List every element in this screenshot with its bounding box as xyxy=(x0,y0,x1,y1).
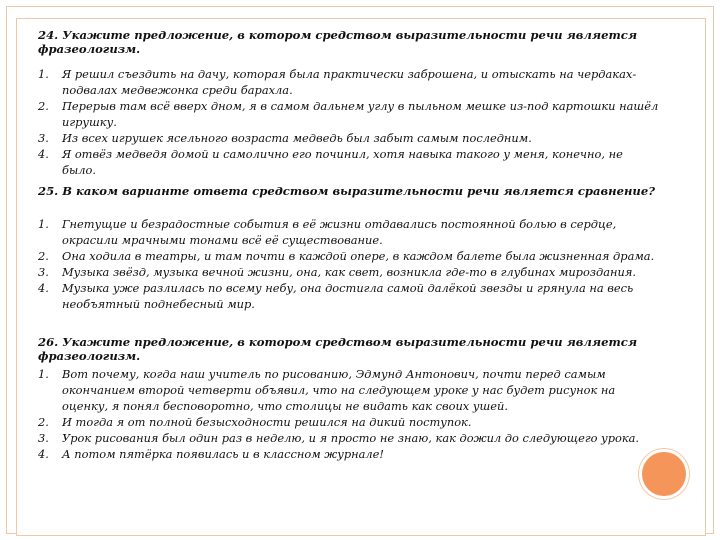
answer-option: 4. Я отвёз медведя домой и самолично его починил, хотя навыка такого у меня, конечно, не было. xyxy=(38,147,623,177)
question-26-options xyxy=(38,366,660,462)
answer-option: 1. Вот почему, когда наш учитель по рисованию, Эдмунд Антонович, почти перед самым окончанием второй четверти объявил, что на следующем уроке у нас будет рисунок на оценку, я понял бесповоротно, что столицы не видать как своих ушей. xyxy=(38,367,616,413)
answer-text: А потом пятёрка появилась и в классном журнале! xyxy=(62,447,384,461)
answer-option: 3. Музыка звёзд, музыка вечной жизни, она, как свет, возникла где-то в глубинах мироздания. xyxy=(38,265,637,279)
question-25-options xyxy=(38,216,660,312)
answer-option: 4. Музыка уже разлилась по всему небу, она достигла самой далёкой звезды и грянула на весь необъятный поднебесный мир. xyxy=(38,281,634,311)
answer-option: 4. А потом пятёрка появилась и в классном журнале! xyxy=(38,447,384,461)
answer-option: 2. Она ходила в театры, и там почти в каждой опере, в каждом балете была жизненная драма. xyxy=(38,249,655,263)
answer-option: 1. Я решил съездить на дачу, которая была практически заброшена, и отыскать на чердаках-подвалах медвежонка среди барахла. xyxy=(38,67,637,97)
answer-text: Я решил съездить на дачу, которая была практически заброшена, и отыскать на чердаках-подвалах медвежонка среди барахла. xyxy=(62,67,637,97)
question-24-options xyxy=(38,66,660,178)
question-26-heading: 26. Укажите предложение, в котором средством выразительности речи является фразеологизм. xyxy=(38,335,638,363)
answer-option: 1. Гнетущие и безрадостные события в её жизни отдавались постоянной болью в сердце, окрасили мрачными тонами всё её существование. xyxy=(38,217,617,247)
answer-text: Перерыв там всё вверх дном, я в самом дальнем углу в пыльном мешке из-под картошки нашёл игрушку. xyxy=(62,99,659,129)
answer-text: Вот почему, когда наш учитель по рисованию, Эдмунд Антонович, почти перед самым окончанием второй четверти объявил, что на следующем уроке у нас будет рисунок на оценку, я понял бесповоротно, что столицы не видать как своих ушей. xyxy=(62,367,616,413)
answer-text: Урок рисования был один раз в неделю, и я просто не знаю, как дожил до следующего урока. xyxy=(62,431,640,445)
answer-text: Музыка звёзд, музыка вечной жизни, она, как свет, возникла где-то в глубинах мироздания. xyxy=(62,265,637,279)
answer-text: Музыка уже разлилась по всему небу, она достигла самой далёкой звезды и грянула на весь необъятный поднебесный мир. xyxy=(62,281,634,311)
question-24-heading: 24. Укажите предложение, в котором средством выразительности речи является фразеологизм. xyxy=(38,28,638,56)
answer-text: Я отвёз медведя домой и самолично его починил, хотя навыка такого у меня, конечно, не было. xyxy=(62,147,623,177)
answer-text: Из всех игрушек ясельного возраста медведь был забыт самым последним. xyxy=(62,131,532,145)
question-25-heading: 25. В каком варианте ответа средством выразительности речи является сравнение? xyxy=(38,184,656,198)
answer-text: И тогда я от полной безысходности решился на дикий поступок. xyxy=(62,415,472,429)
answer-text: Она ходила в театры, и там почти в каждой опере, в каждом балете была жизненная драма. xyxy=(62,249,655,263)
answer-option: 3. Урок рисования был один раз в неделю, и я просто не знаю, как дожил до следующего урока. xyxy=(38,431,640,445)
answer-option: 2. И тогда я от полной безысходности решился на дикий поступок. xyxy=(38,415,472,429)
answer-text: Гнетущие и безрадостные события в её жизни отдавались постоянной болью в сердце, окрасили мрачными тонами всё её существование. xyxy=(62,217,617,247)
answer-option: 3. Из всех игрушек ясельного возраста медведь был забыт самым последним. xyxy=(38,131,532,145)
answer-option: 2. Перерыв там всё вверх дном, я в самом дальнем углу в пыльном мешке из-под картошки нашёл игрушку. xyxy=(38,99,659,129)
